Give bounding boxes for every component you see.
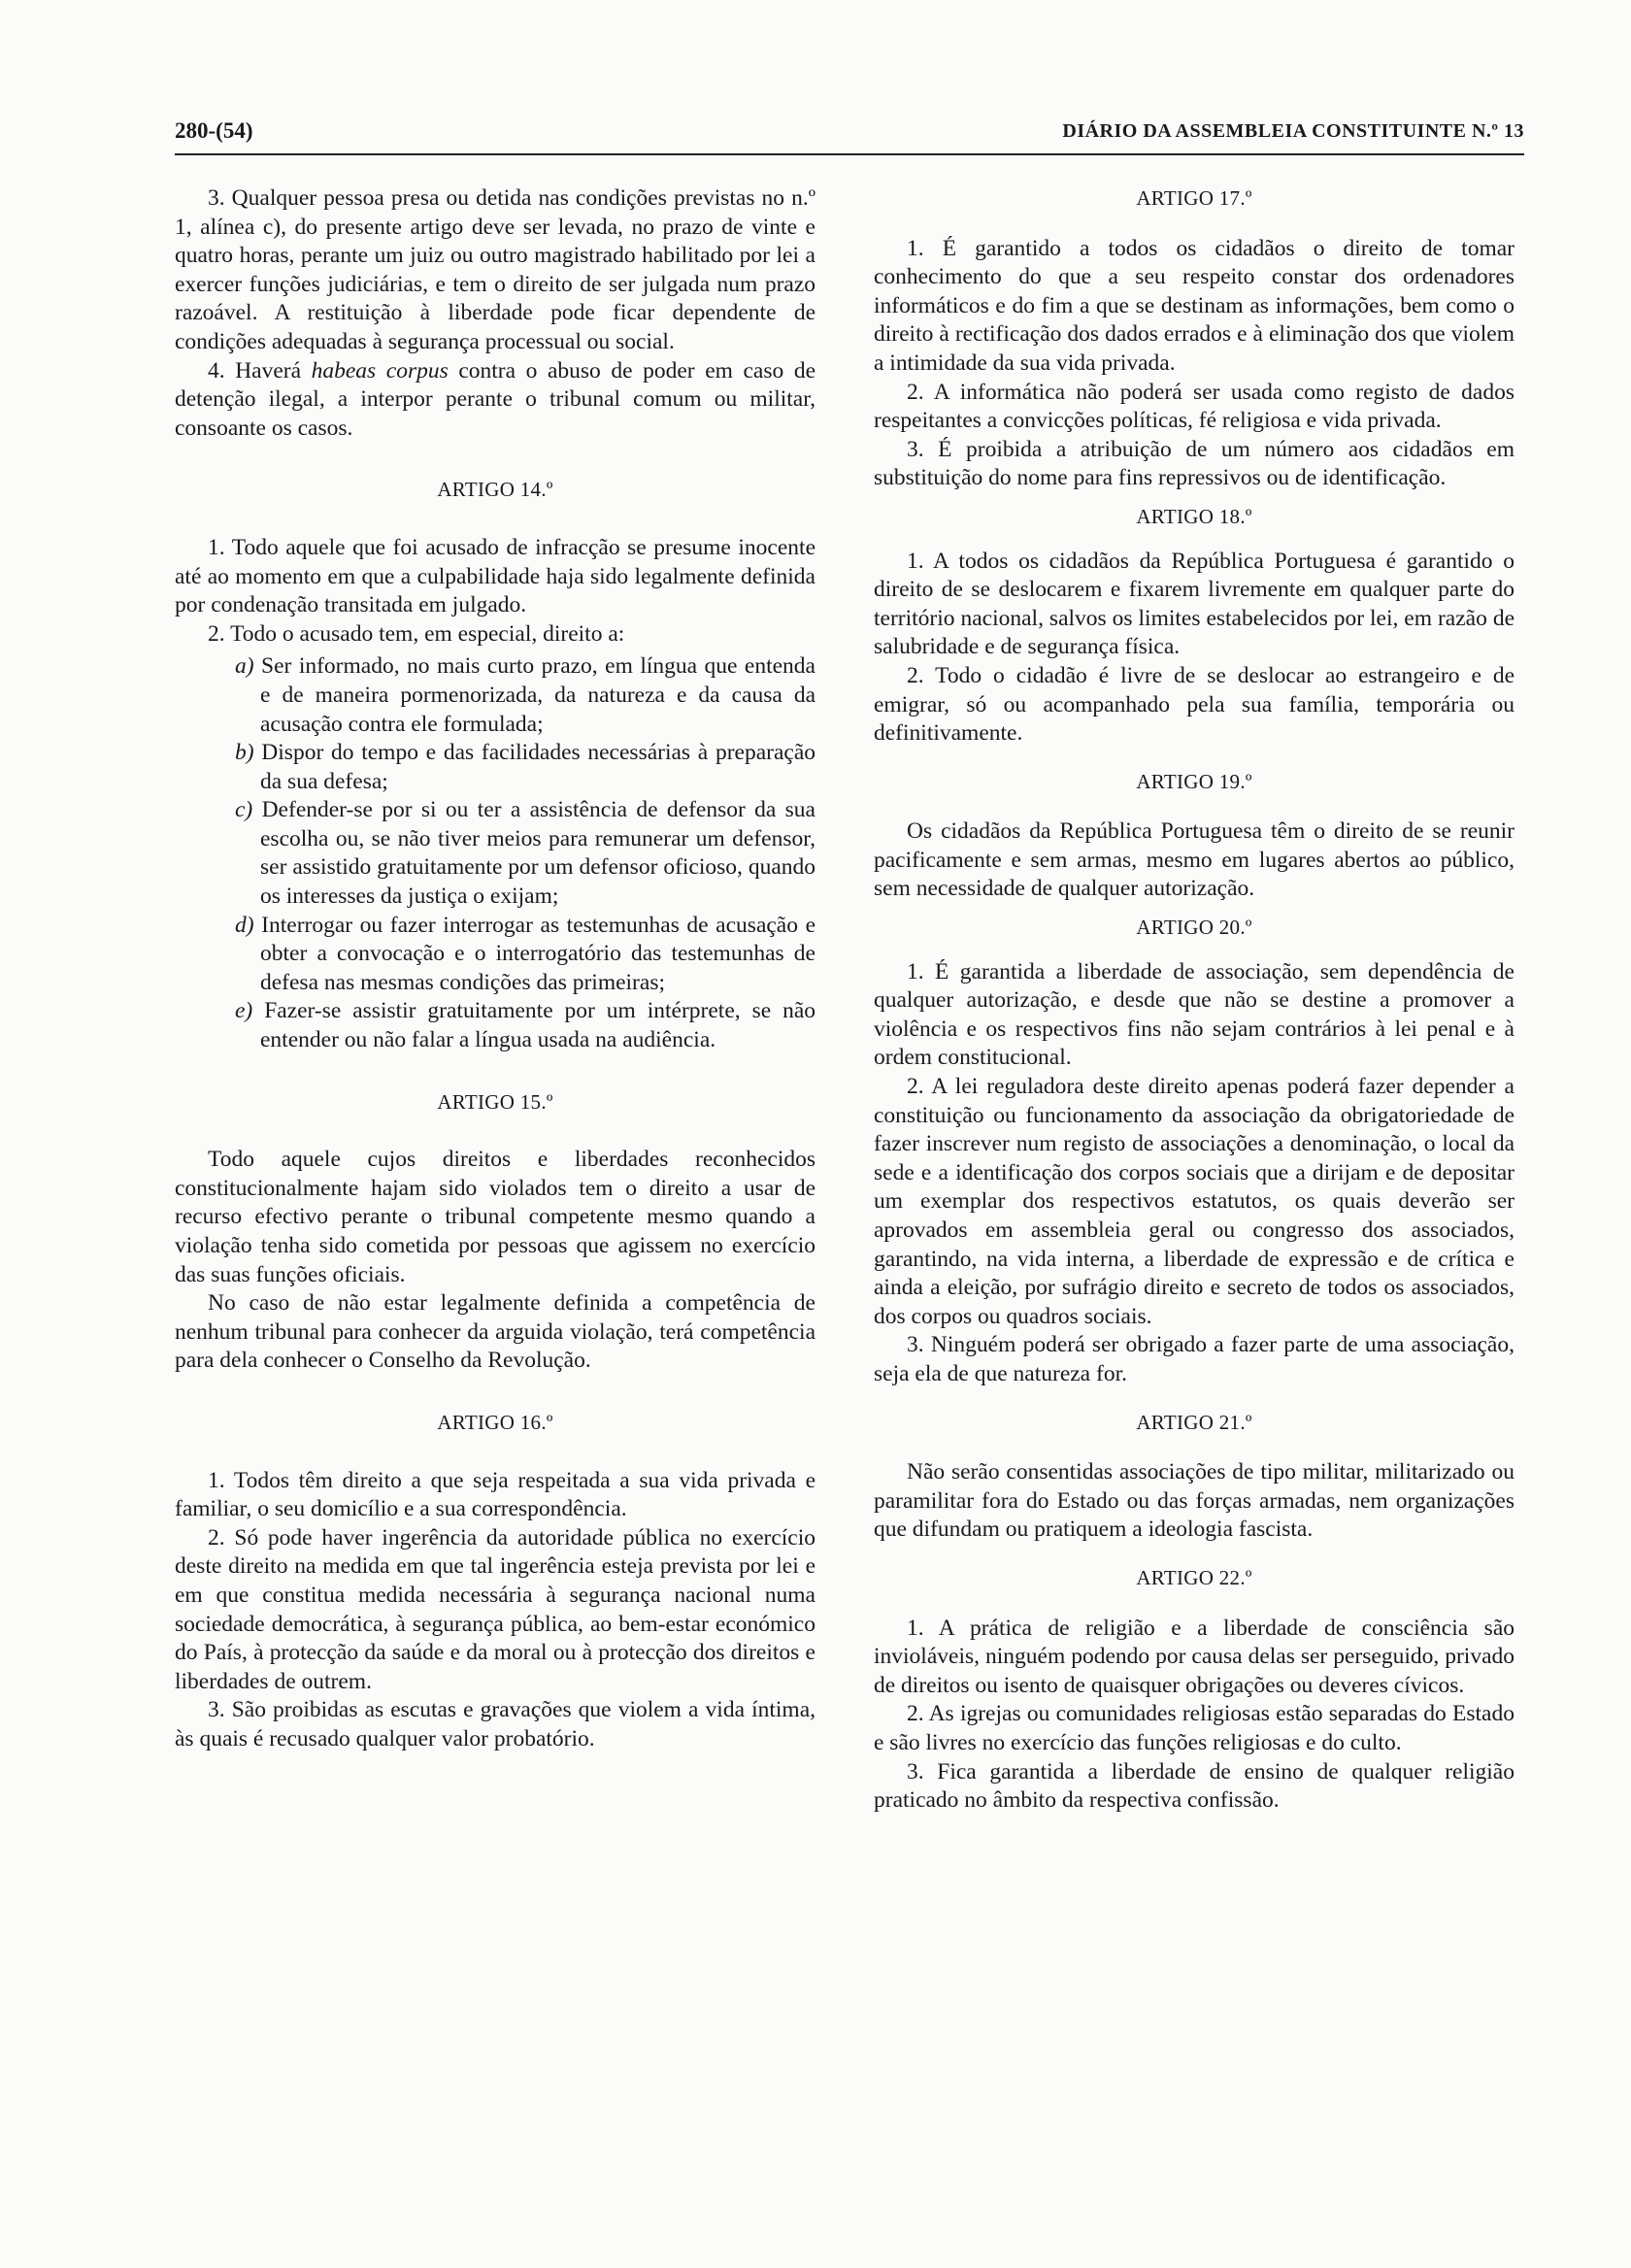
- paragraph: 3. É proibida a atribuição de um número aos cidadãos em substituição do nome para fins repressivos ou de identificação.: [874, 436, 1514, 491]
- list-item: [175, 739, 816, 796]
- article-title: ARTIGO 21.º: [1136, 1410, 1252, 1434]
- paragraph: No caso de não estar legalmente definida a competência de nenhum tribunal para conhecer da arguida violação, terá competência para dela conhecer o Conselho da Revolução.: [175, 1290, 816, 1374]
- italic-term: habeas corpus: [311, 357, 449, 384]
- paragraph: Os cidadãos da República Portuguesa têm o direito de se reunir pacificamente e sem armas, mesmo em lugares abertos ao público, sem necessidade de qualquer autorização.: [874, 818, 1514, 902]
- article-title: ARTIGO 16.º: [437, 1410, 553, 1434]
- list-text: Fazer-se assistir gratuitamente por um intérprete, se não entender ou não falar a língua usada na audiência.: [252, 998, 816, 1053]
- paragraph: 2. Todo o cidadão é livre de se deslocar ao estrangeiro e de emigrar, só ou acompanhado pela sua família, temporária ou definitivamente.: [874, 662, 1514, 747]
- list-text: Ser informado, no mais curto prazo, em língua que entenda e de maneira pormenorizada, da natureza e da causa da acusação contra ele formulada;: [253, 653, 816, 737]
- list-text: Interrogar ou fazer interrogar as testemunhas de acusação e obter a convocação e o interrogatório das testemunhas de defesa nas mesmas condições das primeiras;: [253, 912, 816, 995]
- right-column: [874, 184, 1514, 1816]
- paragraph: 1. A prática de religião e a liberdade de consciência são invioláveis, ninguém podendo por causa delas ser perseguido, privado de direitos ou isento de quaisquer obrigações ou deveres cívicos.: [874, 1615, 1514, 1698]
- list-marker: d): [235, 912, 254, 938]
- paragraph: 3. Ninguém poderá ser obrigado a fazer parte de uma associação, seja ela de que natureza for.: [874, 1332, 1514, 1386]
- paragraph: 2. A lei reguladora deste direito apenas poderá fazer depender a constituição ou funcionamento da associação da obrigatoriedade de fazer inscrever num registo de associações a denominação, o local da sede e a identificação dos corpos sociais que a dirijam e de depositar um exemplar dos respectivos estatutos, os quais deverão ser aprovados em assembleia geral ou congresso dos associados, garantindo, na vida interna, a liberdade de expressão e de crítica e ainda a eleição, por sufrágio direito e secreto de todos os associados, dos corpos ou quadros sociais.: [874, 1074, 1514, 1329]
- article-title: ARTIGO 14.º: [437, 478, 553, 502]
- paragraph: 1. Todos têm direito a que seja respeitada a sua vida privada e familiar, o seu domicílio e a sua correspondência.: [175, 1467, 816, 1522]
- paragraph: 3. São proibidas as escutas e gravações que violem a vida íntima, às quais é recusado qualquer valor probatório.: [175, 1697, 816, 1751]
- paragraph: 1. Todo aquele que foi acusado de infracção se presume inocente até ao momento em que a culpabilidade haja sido legalmente definida por condenação transitada em julgado.: [175, 534, 816, 618]
- article-title: ARTIGO 19.º: [1136, 769, 1252, 793]
- paragraph: 3. Qualquer pessoa presa ou detida nas condições previstas no n.º 1, alínea c), do presente artigo deve ser levada, no prazo de vinte e quatro horas, perante um juiz ou outro magistrado habilitado por lei a exercer funções judiciárias, e tem o direito de ser julgada num prazo razoável. A restituição à liberdade pode ficar dependente de condições adequadas à segurança processual ou social.: [175, 185, 816, 354]
- article-title: ARTIGO 22.º: [1136, 1565, 1252, 1589]
- paragraph: 2. A informática não poderá ser usada como registo de dados respeitantes a convicções políticas, fé religiosa e vida privada.: [874, 379, 1514, 434]
- list-marker: b): [235, 740, 254, 766]
- paragraph: 2. Só pode haver ingerência da autoridade pública no exercício deste direito na medida em que tal ingerência esteja prevista por lei e em que constitua medida necessária à segurança nacional numa sociedade democrática, à segurança pública, ao bem-estar económico do País, à protecção da saúde e da moral ou à protecção dos direitos e liberdades de outrem.: [175, 1524, 816, 1694]
- list-text: Dispor do tempo e das facilidades necessárias à preparação da sua defesa;: [253, 740, 816, 794]
- article-title: ARTIGO 17.º: [1136, 186, 1252, 210]
- list-marker: e): [235, 998, 253, 1024]
- paragraph: 2. As igrejas ou comunidades religiosas estão separadas do Estado e são livres no exercício das funções religiosas e do culto.: [874, 1701, 1514, 1755]
- paragraph: 1. É garantido a todos os cidadãos o direito de tomar conhecimento do que a seu respeito constar dos ordenadores informáticos e do fim a que se destinam as informações, bem como o direito à rectificação dos dados errados e à eliminação dos que violem a intimidade da sua vida privada.: [874, 235, 1514, 376]
- paragraph: 1. A todos os cidadãos da República Portuguesa é garantido o direito de se deslocarem e fixarem livremente em qualquer parte do território nacional, salvos os limites estabelecidos por lei, em razão de salubridade e de segurança física.: [874, 548, 1514, 660]
- publication-title: DIÁRIO DA ASSEMBLEIA CONSTITUINTE N.º 13: [1062, 120, 1524, 142]
- list-text: Defender-se por si ou ter a assistência de defensor da sua escolha ou, se não tiver meios para remunerar um defensor, ser assistido gratuitamente por um defensor oficioso, quando os interesses da justiça o exijam;: [252, 797, 816, 910]
- paragraph: [175, 357, 816, 444]
- paragraph: 3. Fica garantida a liberdade de ensino de qualquer religião praticado no âmbito da respectiva confissão.: [874, 1758, 1514, 1814]
- paragraph: Todo aquele cujos direitos e liberdades reconhecidos constitucionalmente hajam sido violados tem o direito a usar de recurso efectivo perante o tribunal competente mesmo quando a violação tenha sido cometida por pessoas que agissem no exercício das suas funções oficiais.: [175, 1147, 816, 1287]
- rights-list: [175, 652, 816, 1054]
- list-item: [175, 912, 816, 998]
- list-marker: a): [235, 653, 254, 680]
- paragraph: 2. Todo o acusado tem, em especial, direito a:: [208, 620, 625, 647]
- paragraph: 1. É garantida a liberdade de associação, sem dependência de qualquer autorização, e desde que não se destine a promover a violência e os respectivos fins não sejam contrários à lei penal e à ordem constitucional.: [874, 958, 1514, 1071]
- text-run: contra o abuso de poder em caso de detenção ilegal, a interpor perante o tribunal comum ou militar, consoante os casos.: [175, 357, 816, 441]
- article-title: ARTIGO 15.º: [437, 1089, 553, 1114]
- list-item: [175, 796, 816, 911]
- list-item: [175, 997, 816, 1054]
- paragraph: Não serão consentidas associações de tipo militar, militarizado ou paramilitar fora do Estado ou das forças armadas, nem organizações que difundam ou pratiquem a ideologia fascista.: [874, 1459, 1514, 1543]
- text-run: 4. Haverá: [208, 357, 312, 384]
- list-item: [175, 652, 816, 739]
- page-header: [175, 115, 1524, 155]
- page-number: 280-(54): [175, 118, 253, 143]
- article-title: ARTIGO 18.º: [1136, 504, 1252, 528]
- article-title: ARTIGO 20.º: [1136, 916, 1252, 940]
- left-column: [175, 184, 816, 1754]
- list-marker: c): [235, 797, 253, 823]
